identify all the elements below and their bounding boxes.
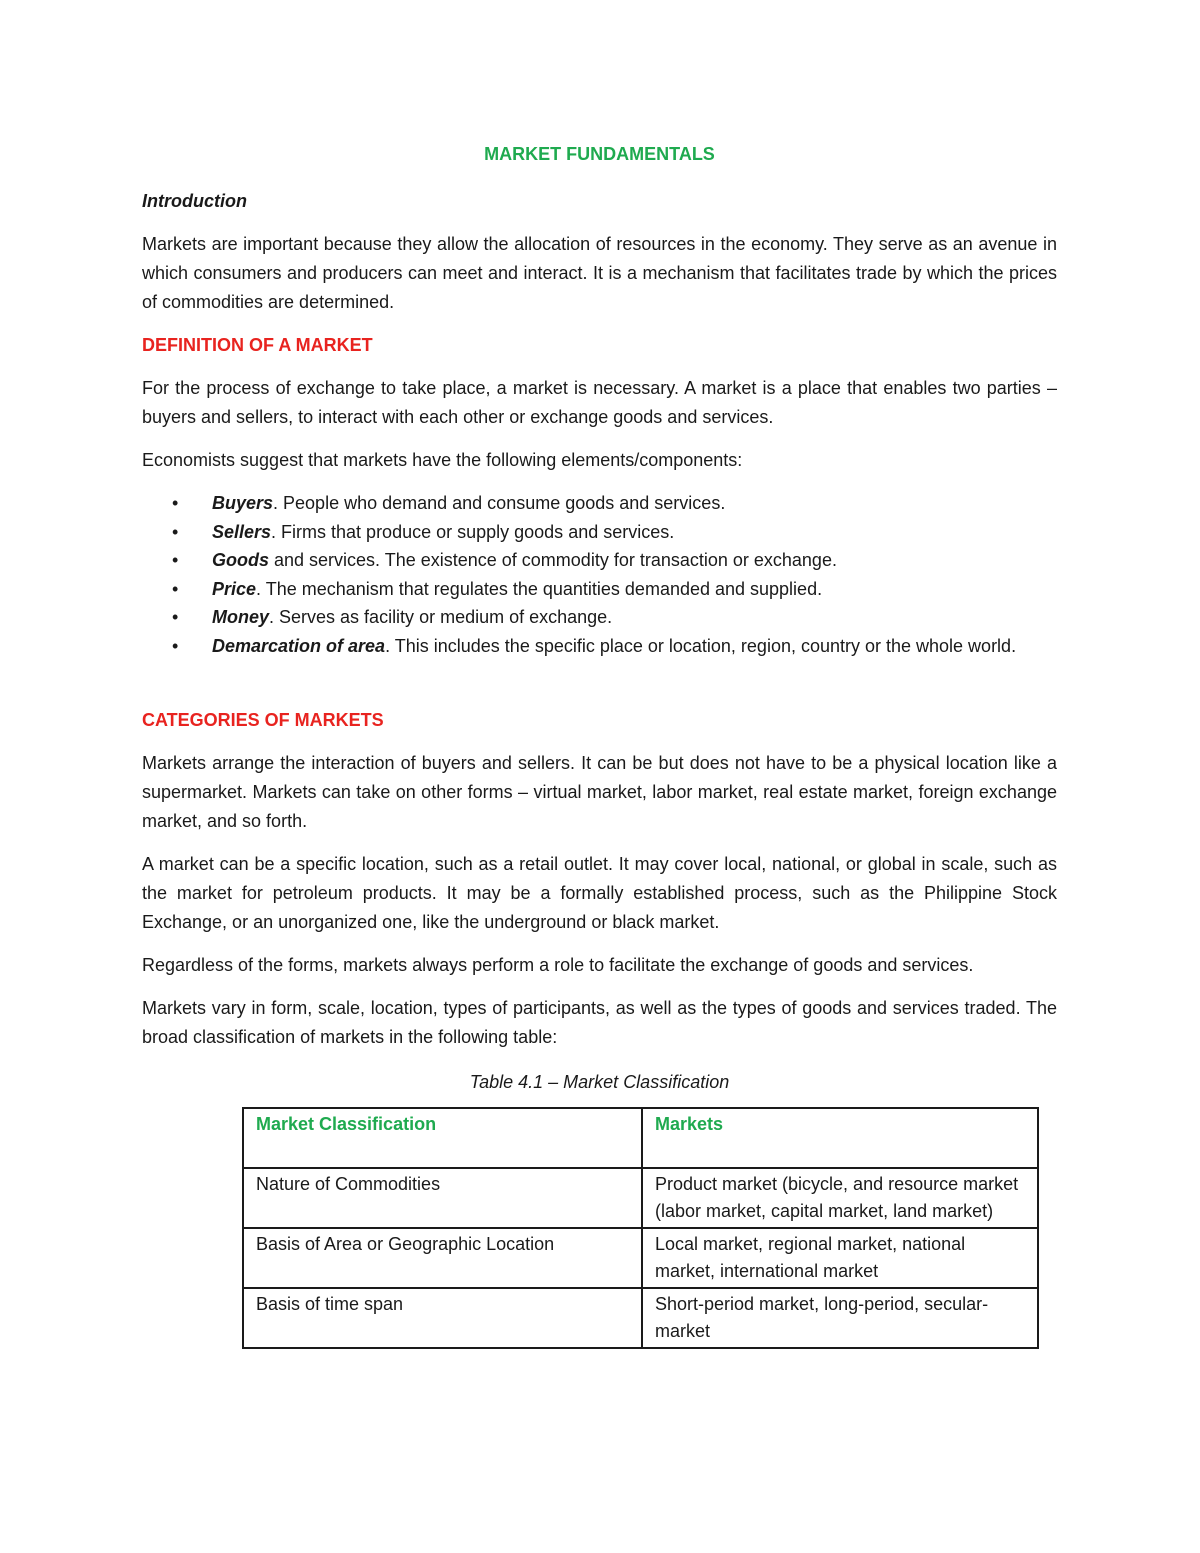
table-header-cell: Market Classification bbox=[243, 1108, 642, 1168]
table-row bbox=[243, 1228, 1038, 1288]
table-cell: Local market, regional market, national market, international market bbox=[642, 1228, 1038, 1288]
element-description: . The mechanism that regulates the quantities demanded and supplied. bbox=[256, 578, 823, 599]
list-item bbox=[142, 546, 1057, 575]
table-cell: Basis of Area or Geographic Location bbox=[243, 1228, 642, 1288]
definition-paragraph: For the process of exchange to take place, a market is necessary. A market is a place that enables two parties – buyers and sellers, to interact with each other or exchange goods and services. bbox=[142, 378, 1057, 427]
table-cell: Basis of time span bbox=[243, 1288, 642, 1348]
definition-heading: DEFINITION OF A MARKET bbox=[142, 335, 373, 355]
list-item bbox=[142, 575, 1057, 604]
element-term: Demarcation of area bbox=[212, 635, 386, 656]
elements-list bbox=[142, 489, 1057, 660]
element-description: and services. The existence of commodity for transaction or exchange. bbox=[269, 550, 837, 570]
list-item bbox=[142, 489, 1057, 518]
intro-heading: Introduction bbox=[142, 191, 247, 211]
categories-paragraph-3: Regardless of the forms, markets always perform a role to facilitate the exchange of goods and services. bbox=[142, 955, 974, 975]
element-term: Sellers bbox=[212, 521, 272, 542]
element-term: Price bbox=[212, 578, 257, 599]
bullet-icon: • bbox=[172, 607, 179, 627]
bullet-icon: • bbox=[172, 521, 179, 542]
table-header-cell: Markets bbox=[642, 1108, 1038, 1168]
table-cell: Nature of Commodities bbox=[243, 1168, 642, 1228]
market-classification-table bbox=[242, 1107, 1039, 1349]
categories-heading: CATEGORIES OF MARKETS bbox=[142, 710, 384, 730]
list-item bbox=[142, 518, 1057, 547]
bullet-icon: • bbox=[172, 635, 179, 656]
element-description: . Firms that produce or supply goods and services. bbox=[271, 521, 675, 542]
bullet-icon: • bbox=[172, 578, 179, 599]
element-description: . Serves as facility or medium of exchange. bbox=[269, 607, 613, 627]
bullet-icon: • bbox=[172, 550, 179, 570]
table-cell: Short-period market, long-period, secular-market bbox=[642, 1288, 1038, 1348]
categories-paragraph-1: Markets arrange the interaction of buyers and sellers. It can be but does not have to be a physical location like a supermarket. Markets can take on other forms – virtual market, labor market, real estate market, foreign exchange market, and so forth. bbox=[142, 753, 1057, 831]
table-row bbox=[243, 1168, 1038, 1228]
elements-intro: Economists suggest that markets have the following elements/components: bbox=[142, 450, 743, 470]
list-item bbox=[142, 632, 1057, 661]
bullet-icon: • bbox=[172, 493, 179, 513]
element-term: Buyers bbox=[212, 493, 274, 513]
categories-paragraph-2: A market can be a specific location, such as a retail outlet. It may cover local, national, or global in scale, such as the market for petroleum products. It may be a formally established process, such as the Philippine Stock Exchange, or an unorganized one, like the underground or black market. bbox=[142, 854, 1057, 932]
table-caption: Table 4.1 – Market Classification bbox=[469, 1072, 730, 1092]
element-term: Goods bbox=[212, 550, 269, 570]
table-cell: Product market (bicycle, and resource market (labor market, capital market, land market) bbox=[642, 1168, 1038, 1228]
table-header-row bbox=[243, 1108, 1038, 1168]
categories-paragraph-4: Markets vary in form, scale, location, types of participants, as well as the types of goods and services traded. The broad classification of markets in the following table: bbox=[142, 998, 1057, 1047]
document-page bbox=[142, 140, 1057, 1349]
intro-paragraph: Markets are important because they allow the allocation of resources in the economy. They serve as an avenue in which consumers and producers can meet and interact. It is a mechanism that facilitates trade by which the prices of commodities are determined. bbox=[142, 234, 1057, 312]
list-item bbox=[142, 603, 1057, 632]
document-title: MARKET FUNDAMENTALS bbox=[484, 144, 715, 164]
element-term: Money bbox=[212, 607, 270, 627]
table-row bbox=[243, 1288, 1038, 1348]
element-description: . This includes the specific place or location, region, country or the whole world. bbox=[385, 635, 1017, 656]
element-description: . People who demand and consume goods and services. bbox=[273, 493, 726, 513]
